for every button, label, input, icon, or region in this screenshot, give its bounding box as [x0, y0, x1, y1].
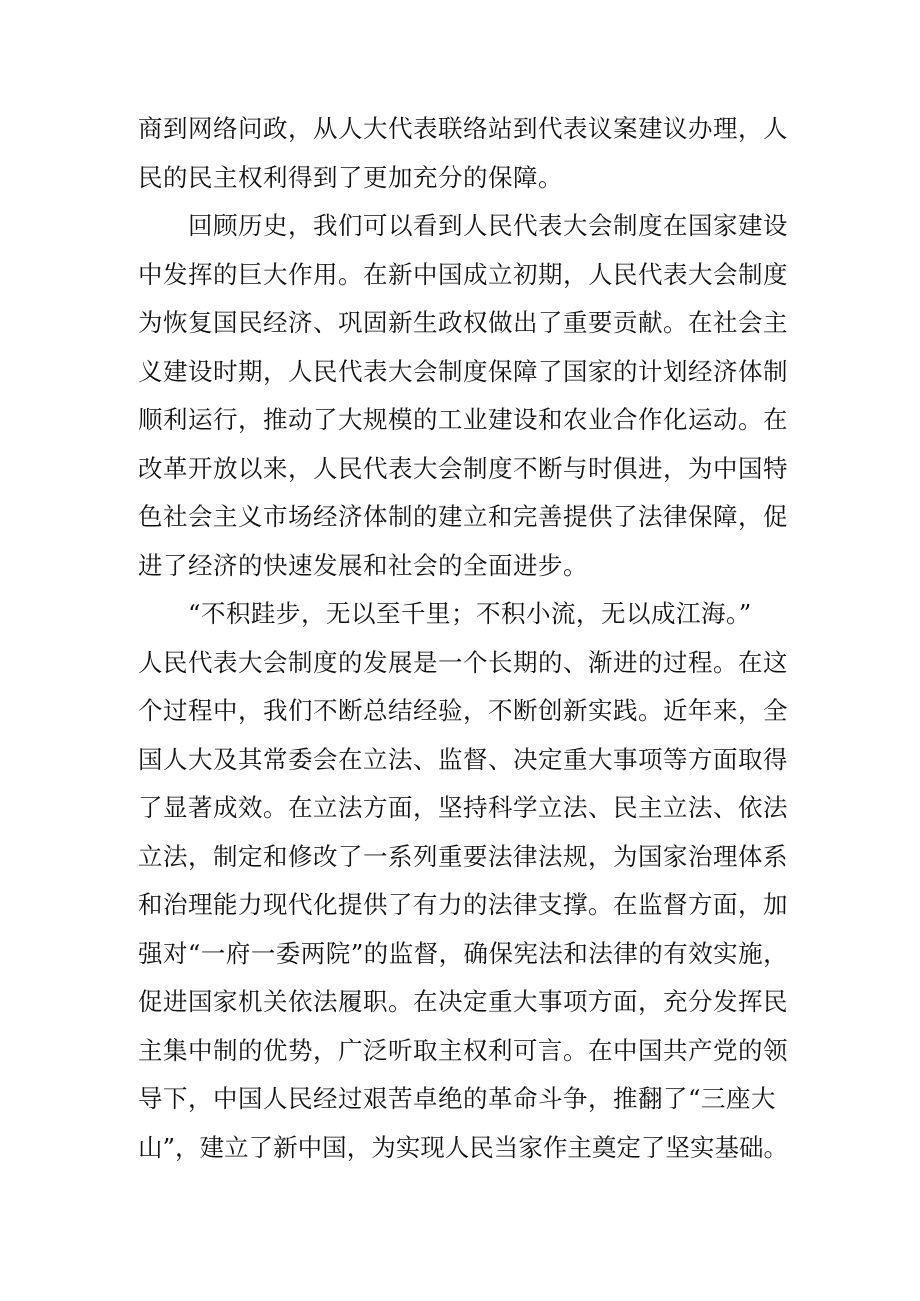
text-line: 促进国家机关依法履职。在决定重大事项方面，充分发挥民 [138, 987, 788, 1016]
text-line: 了显著成效。在立法方面，坚持科学立法、民主立法、依法 [138, 793, 788, 822]
text-line: 个过程中，我们不断总结经验，不断创新实践。近年来，全 [138, 696, 788, 725]
text-line: 色社会主义市场经济体制的建立和完善提供了法律保障，促 [138, 502, 788, 531]
text-line: 立法，制定和修改了一系列重要法律法规，为国家治理体系 [138, 841, 788, 871]
body-text [138, 105, 788, 1172]
text-line: 民的民主权利得到了更加充分的保障。 [138, 162, 563, 192]
text-line: 人民代表大会制度的发展是一个长期的、渐进的过程。在这 [138, 647, 788, 677]
text-line: 商到网络问政，从人大代表联络站到代表议案建议办理，人 [138, 114, 788, 143]
text-line: 强对“一府一委两院”的监督，确保宪法和法律的有效实施， [138, 938, 789, 968]
text-line: “不积跬步，无以至千里；不积小流，无以成江海。” [188, 599, 752, 628]
text-line: 回顾历史，我们可以看到人民代表大会制度在国家建设 [188, 211, 788, 240]
text-line: 进了经济的快速发展和社会的全面进步。 [138, 550, 588, 580]
text-line: 主集中制的优势，广泛听取主权利可言。在中国共产党的领 [138, 1035, 788, 1065]
text-line: 义建设时期，人民代表大会制度保障了国家的计划经济体制 [138, 356, 788, 386]
text-line: 导下，中国人民经过艰苦卓绝的革命斗争，推翻了“三座大 [138, 1084, 777, 1113]
text-line: 顺利运行，推动了大规模的工业建设和农业合作化运动。在 [138, 405, 788, 434]
text-line: 中发挥的巨大作用。在新中国成立初期，人民代表大会制度 [138, 259, 788, 289]
text-line: 改革开放以来，人民代表大会制度不断与时俱进，为中国特 [138, 453, 788, 483]
text-line: 国人大及其常委会在立法、监督、决定重大事项等方面取得 [138, 744, 788, 774]
text-line: 为恢复国民经济、巩固新生政权做出了重要贡献。在社会主 [138, 308, 788, 337]
text-line: 和治理能力现代化提供了有力的法律支撑。在监督方面，加 [138, 890, 788, 919]
text-line: 山”，建立了新中国，为实现人民当家作主奠定了坚实基础。 [138, 1132, 789, 1162]
